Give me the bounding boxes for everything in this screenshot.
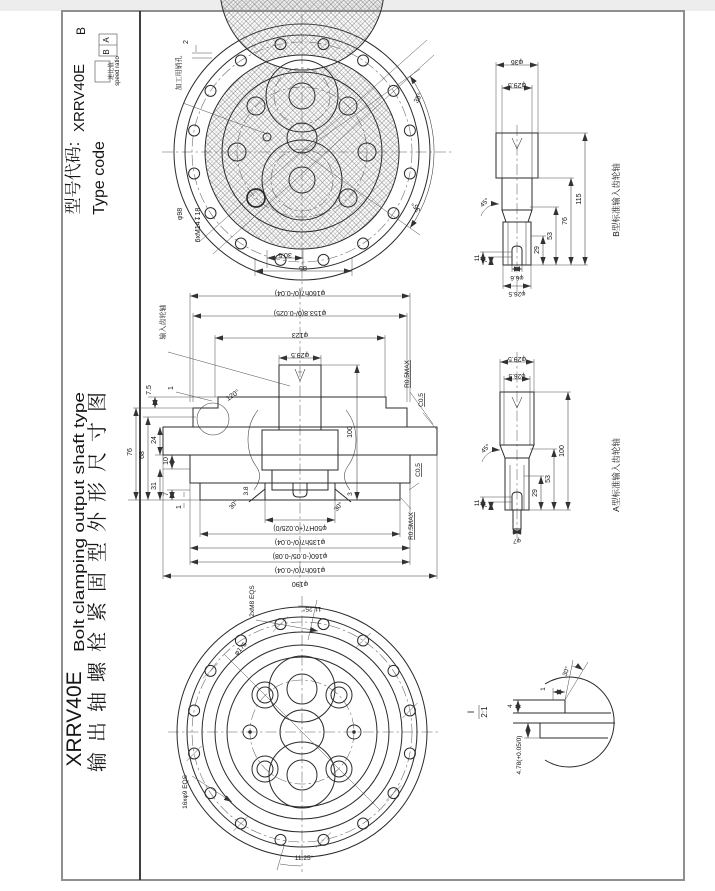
sheet-title-cn: 输出轴螺栓紧固型外形尺寸图 (87, 392, 109, 772)
dim-3-8: 3.8 (243, 486, 250, 496)
dia-recess: φ153.8(0/-0.025) (273, 309, 327, 316)
shaft-a-dim-11: 11 (474, 499, 481, 507)
dim-3: 3 (347, 492, 354, 496)
shaft-a-label: A型标准输入齿轮轴 (611, 438, 621, 512)
detail-scale: 2:1 (480, 706, 489, 718)
sheet-model: XRRV40E (63, 671, 86, 767)
pin-hole-label: 加工用销孔 (176, 55, 183, 91)
rear-through-holes: 16xφ9 EQS (182, 775, 189, 809)
shaft-a-dim-100: 100 (559, 445, 566, 457)
rear-dia-bolt-circle: φ175 (233, 641, 249, 657)
dim-24: 24 (151, 436, 158, 444)
dia-inner: φ123 (291, 331, 309, 338)
dim-7: 7 (163, 492, 170, 496)
detail-id: I (466, 710, 476, 714)
r05-top: R0.5MAX (404, 360, 411, 388)
shaft-a-dim-7: 7 (482, 504, 489, 508)
dim-lip: 2 (183, 40, 190, 44)
dim-76: 76 (127, 448, 134, 456)
dim-68: 68 (139, 451, 146, 459)
dia-body: φ160(-0.05/-0.08) (272, 552, 328, 559)
dia-shaft: φ29.5 (290, 351, 310, 358)
shaft-b-dia-6-6: φ6.6 (510, 274, 524, 281)
dia-pin-circle: φ98 (177, 207, 184, 221)
shaft-a-dia-7: φ7 (513, 537, 521, 544)
detail-angle-30: 30° (561, 665, 572, 678)
rear-tapped-holes: 2xM8 EQS (249, 585, 256, 617)
speed-ratio-label-cn: 速比值 (109, 61, 115, 81)
type-code-label-en: Type code (91, 141, 108, 215)
dim-1-top: 1 (168, 386, 175, 390)
shaft-option-note: B (74, 26, 88, 36)
dia-bore: φ50H7(+0.025/0) (273, 524, 327, 531)
input-shaft-label: 输入齿轮轴 (160, 304, 167, 340)
angle-upper: 35° (413, 91, 425, 105)
shaft-b-dia-36: φ36 (510, 58, 524, 65)
c05-bottom: C0.5 (415, 463, 422, 477)
sheet-title-en: Bolt clamping output shaft type (71, 446, 88, 652)
shaft-a-dim-29: 29 (532, 489, 539, 497)
dim-1-bottom: 1 (176, 505, 183, 509)
c05-top: C0.5 (418, 393, 425, 407)
shaft-b-dim-76: 76 (562, 217, 569, 225)
dia-flange: φ190 (291, 580, 309, 587)
dia-spigot-bottom: φ160h7(0/-0.04) (274, 566, 326, 573)
detail-dim-4-78: 4.78(+0.05/0) (516, 735, 523, 775)
shaft-b-angle-45: 45° (478, 196, 491, 209)
shaft-a-angle-45: 45° (479, 442, 492, 455)
speed-ratio-label-en: speed ratio (115, 56, 121, 86)
shaft-b-dim-115: 115 (576, 193, 583, 205)
shaft-option-b: B (102, 49, 111, 55)
angle-30-right: 30° (333, 501, 345, 514)
shaft-b-dim-11: 11 (474, 254, 481, 262)
shaft-b-dim-53: 53 (547, 232, 554, 240)
type-code-model: XRRV40E (71, 63, 88, 133)
shaft-a-dia-26-5: φ26.5 (508, 372, 526, 379)
dim-7-5: 7.5 (146, 385, 153, 395)
tapped-holes-callout: 6xM14↧18 (195, 207, 202, 243)
angle-lower: 35° (411, 200, 423, 214)
dim-100: 100 (347, 426, 354, 438)
dim-31: 31 (151, 482, 158, 490)
angle-120: 120° (225, 388, 242, 403)
shaft-b-dia-29-5: φ29.5 (507, 81, 527, 88)
dia-spigot-top: φ160h7(0/-0.04) (274, 289, 326, 296)
shaft-b-dim-7: 7 (482, 259, 489, 263)
type-code-label-cn: 型号代码: (64, 141, 83, 215)
shaft-b-dim-29: 29 (534, 246, 541, 254)
dia-pilot: φ135h7(0/-0.04) (274, 538, 326, 545)
dim-hole-offset: 30.5 (278, 251, 292, 258)
shaft-a-dia-29-5: φ29.5 (507, 355, 527, 362)
shaft-b-label: B型标准输入齿轮轴 (611, 163, 621, 237)
angle-30-left: 30° (228, 499, 240, 512)
rear-angle-bottom: 11.25° (294, 855, 314, 862)
shaft-option-a: A (102, 37, 111, 43)
detail-dim-4: 4 (507, 704, 514, 708)
shaft-b-dia-26-5: φ26.5 (508, 290, 526, 297)
shaft-a-dim-53: 53 (545, 475, 552, 483)
r05-bottom: R0.5MAX (408, 512, 415, 540)
detail-dim-1: 1 (540, 687, 547, 691)
dim-10: 10 (163, 457, 170, 465)
dim-hole-span: 85 (299, 264, 307, 271)
rear-angle-top: 11.25° (302, 605, 322, 612)
